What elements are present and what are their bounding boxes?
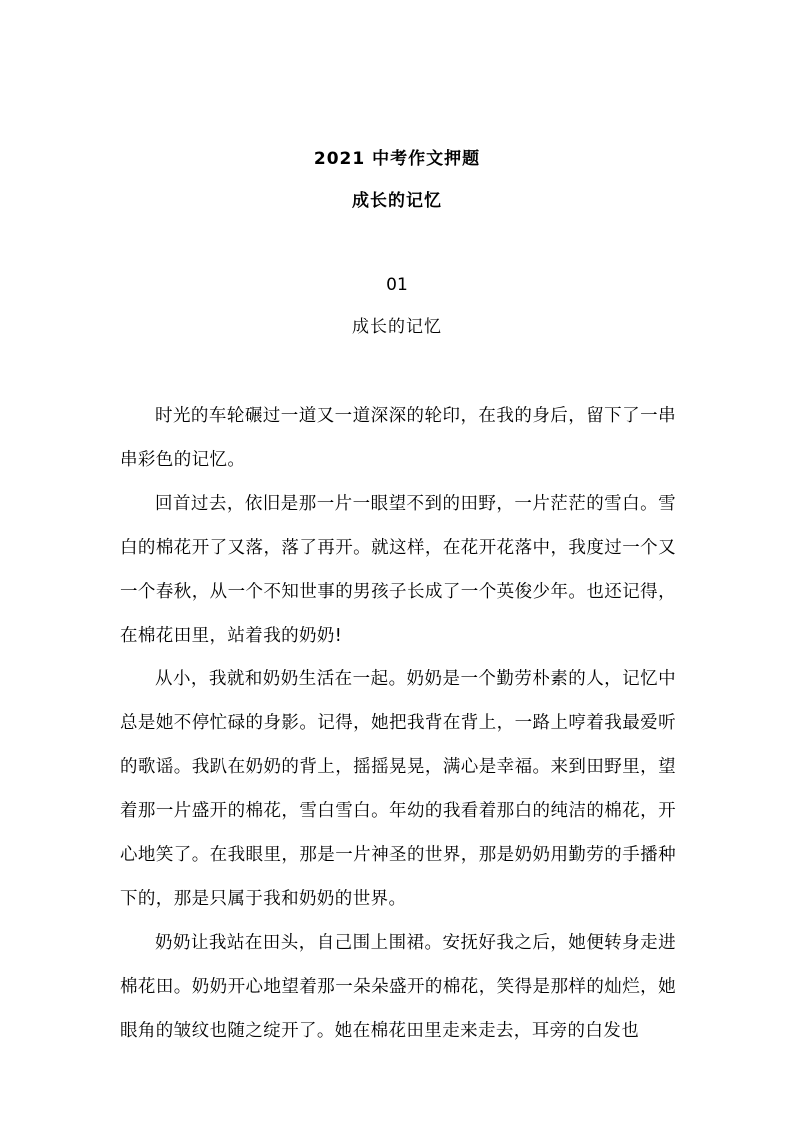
paragraph: 时光的车轮碾过一道又一道深深的轮印，在我的身后，留下了一串串彩色的记忆。 [120,406,676,470]
paragraph: 奶奶让我站在田头，自己围上围裙。安抚好我之后，她便转身走进棉花田。奶奶开心地望着那一朵朵盛开的棉花，笑得是那样的灿烂，她眼角的皱纹也随之绽开了。她在棉花田里走来走去，耳旁的白发也 [120,932,676,1041]
paragraph: 从小，我就和奶奶生活在一起。奶奶是一个勤劳朴素的人，记忆中总是她不停忙碌的身影。记得，她把我背在背上，一路上哼着我最爱听的歌谣。我趴在奶奶的背上，摇摇晃晃，满心是幸福。来到田野里，望着那一片盛开的棉花，雪白雪白。年幼的我看着那白的纯洁的棉花，开心地笑了。在我眼里，那是一片神圣的世界，那是奶奶用勤劳的手播种下的，那是只属于我和奶奶的世界。 [120,669,676,909]
section-number: 01 [386,275,408,295]
paragraph: 回首过去，依旧是那一片一眼望不到的田野，一片茫茫的雪白。雪白的棉花开了又落，落了再开。就这样，在花开花落中，我度过一个又一个春秋，从一个不知世事的男孩子长成了一个英俊少年。也还记得，在棉花田里，站着我的奶奶! [120,493,676,646]
section-title: 成长的记忆 [352,317,442,337]
document-title: 2021 中考作文押题 [313,149,481,169]
document-subtitle: 成长的记忆 [352,191,442,211]
essay-body [120,395,676,1054]
